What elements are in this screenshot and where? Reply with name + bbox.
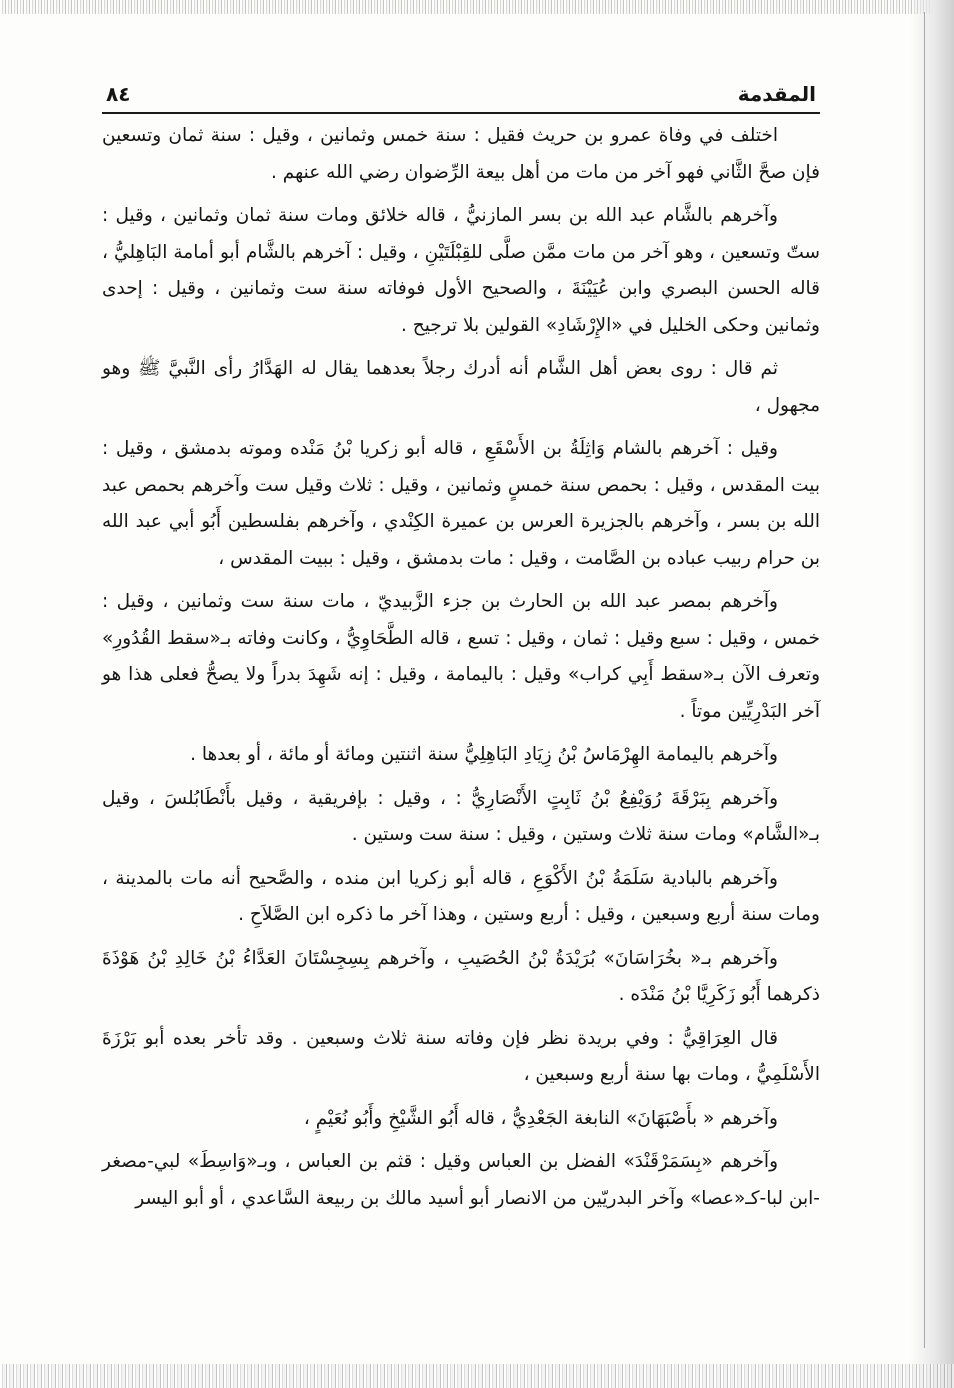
paragraph: وآخرهم بِبَرْقَةَ رُوَيْفِعُ بْنُ ثَابِتٍ الأَنْصَارِيُّ : ، وقيل : بإفريقية ، وقيل بأَنْطَابُلسَ ، وقيل بـ«الشَّام» ومات سنة ثلاث وستين ، وقيل : سنة ست وستين .: [102, 787, 820, 845]
running-head: [102, 70, 820, 114]
paragraph: وآخرهم « بأَصْبَهَانَ» النابغة الجَعْدِيُّ ، قاله أَبُو الشَّيْخِ وأَبُو نُعَيْمٍ ،: [303, 1107, 778, 1129]
paragraph: وآخرهم «بِسَمَرْقَنْدَ» الفضل بن العباس وقيل : قثم بن العباس ، وبـ«وَاسِطَ» لبي-مصغر -ابن لبا-كـ«عصا» وآخر البدريّين من الانصار أبو أسيد مالك بن ربيعة السَّاعدي ، أو أبو اليسر: [102, 1151, 820, 1209]
page-body: [102, 114, 820, 1217]
paragraph: وآخرهم بالشَّام عبد الله بن بسر المازنيُّ ، قاله خلائق ومات سنة ثمان وثمانين ، وقيل : ستّ وتسعين ، وهو آخر من مات ممَّن صلَّى للقِبْلَتَيْنِ ، وقيل : آخرهم بالشَّام أبو أمامة البَاهِليُّ ، قاله الحسن البصري وابن عُيَيْنَةَ ، والصحيح الأول فوفاته سنة ست وثمانين ، وقيل : إحدى وثمانين وحكى الخليل في «الإِرْشَادِ» القولين بلا ترجيح .: [102, 205, 820, 336]
paragraph: اختلف في وفاة عمرو بن حريث فقيل : سنة خمس وثمانين ، وقيل : سنة ثمان وتسعين فإن صحَّ الثَّاني فهو آخر من مات من أهل بيعة الرِّضوان رضي الله عنهم .: [102, 125, 820, 183]
paragraph: ثم قال : روى بعض أهل الشَّام أنه أدرك رجلاً بعدهما يقال له الهَدَّارُ رأى النَّبيَّ ﷺ وهو مجهول ،: [102, 358, 820, 416]
paragraph: وآخرهم بـ« بخُرَاسَانَ» بُرَيْدَةُ بْنُ الحُصَيبِ ، وآخرهم بِسِجِسْتَانَ العَدَّاءُ بْنُ خَالِدِ بْنُ هَوْذَةَ ذكرهما أَبُو زَكَرِيَّا بْنُ مَنْدَه .: [102, 947, 820, 1005]
paragraph: وقيل : آخرهم بالشام وَاثِلَةُ بن الأَسْقَعِ ، قاله أبو زكريا بْنُ مَنْده وموته بدمشق ، وقيل : بيت المقدس ، وقيل : بحمص سنة خمسٍ وثمانين ، وقيل : ثلاث وقيل ست وآخرهم بحمص عبد الله بن بسر ، وآخرهم بالجزيرة العرس بن عميرة الكِنْدي ، وآخرهم بفلسطين أَبُو أبي عبد الله بن حرام ربيب عباده بن الصَّامت ، وقيل : مات بدمشق ، وقيل : ببيت المقدس ،: [102, 438, 820, 569]
paragraph: وآخرهم باليمامة الهِرْمَاسُ بْنُ زِيَادِ البَاهِلِيُّ سنة اثنتين ومائة أو مائة ، أو بعدها .: [190, 744, 778, 765]
scan-edge-top: [0, 0, 954, 14]
paragraph: وآخرهم بالبادية سَلَمَةُ بْنُ الأَكْوَعِ ، قاله أبو زكريا ابن منده ، والصَّحيح أنه مات بالمدينة ، ومات سنة أربع وسبعين ، وقيل : أربع وستين ، وهذا آخر ما ذكره ابن الصَّلاَحِ .: [102, 867, 820, 925]
page-number: ٨٤: [106, 82, 131, 106]
book-page: [102, 70, 820, 1224]
scan-edge-right: [910, 0, 954, 1388]
scan-edge-bottom: [0, 1364, 954, 1388]
section-title: المقدمة: [737, 82, 816, 106]
paragraph: قال العِرَاقِيُّ : وفي بريدة نظر فإن وفاته سنة ثلاث وسبعين . وقد تأخر بعده أبو بَرْزَةَ الأَسْلَمِيُّ ، ومات بها سنة أربع وسبعين ،: [102, 1027, 820, 1085]
paragraph: وآخرهم بمصر عبد الله بن الحارث بن جزء الزَّبيديّ ، مات سنة ست وثمانين ، وقيل : خمس ، وقيل : سبع وقيل : ثمان ، وقيل : تسع ، قاله الطَّحَاوِيُّ ، وكانت وفاته بـ«سقط القُدُورِ» وتعرف الآن بـ«سقط أَبِي كراب» وقيل : باليمامة ، وقيل : إنه شَهِدَ بدراً ولا يصحُّ فعلى هذا هو آخر البَدْرِيِّين موتاً .: [102, 591, 820, 722]
